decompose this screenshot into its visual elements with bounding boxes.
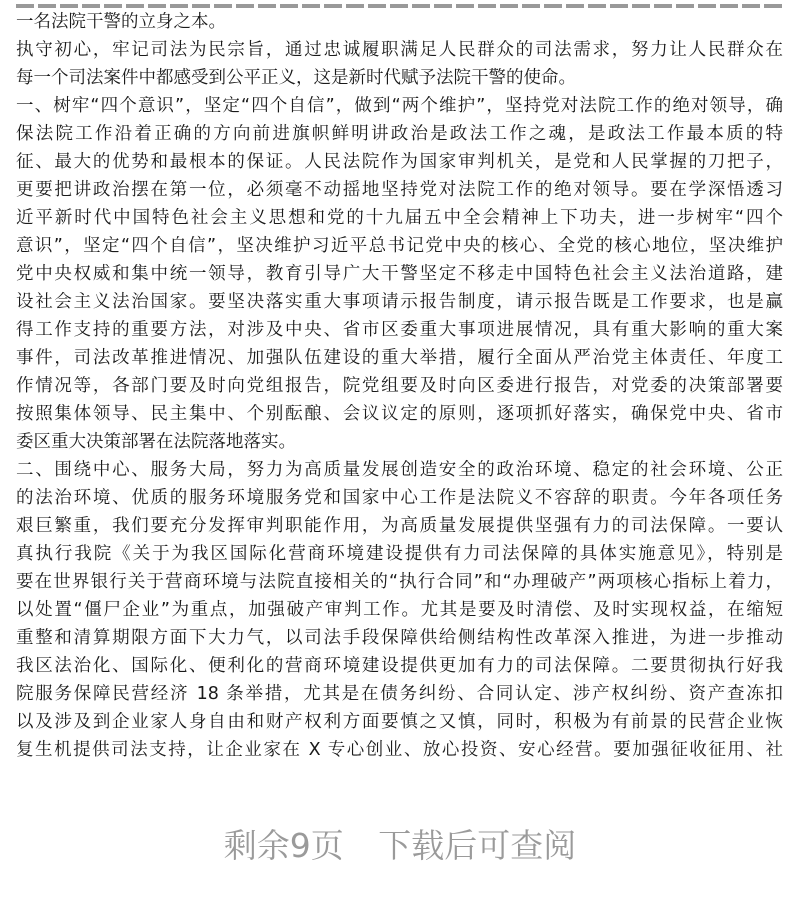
text-line: 一、树牢“四个意识”，坚定“四个自信”，做到“两个维护”，坚持党对法院工作的绝对领导，确 <box>16 96 783 116</box>
text-line: 更要把讲政治摆在第一位，必须毫不动摇地坚持党对法院工作的绝对领导。要在学深悟透习 <box>16 180 783 200</box>
document-lines <box>16 8 783 764</box>
text-line: 真执行我院《关于为我区国际化营商环境建设提供有力司法保障的具体实施意见》，特别是 <box>16 544 783 564</box>
text-line: 以及涉及到企业家人身自由和财产权利方面要慎之又慎，同时，积极为有前景的民营企业恢 <box>16 712 783 732</box>
text-line: 以处置“僵尸企业”为重点，加强破产审判工作。尤其是要及时清偿、及时实现权益，在缩短 <box>16 600 783 620</box>
text-line: 执守初心，牢记司法为民宗旨，通过忠诚履职满足人民群众的司法需求，努力让人民群众在 <box>16 40 783 60</box>
text-line: 院服务保障民营经济 18 条举措，尤其是在债务纠纷、合同认定、涉产权纠纷、资产查冻扣 <box>16 684 783 704</box>
text-line: 保法院工作沿着正确的方向前进旗帜鲜明讲政治是政法工作之魂，是政法工作最本质的特 <box>16 124 783 144</box>
remaining-pages-label: 剩余9页 <box>223 826 344 865</box>
text-line: 二、围绕中心、服务大局，努力为高质量发展创造安全的政治环境、稳定的社会环境、公正 <box>16 460 783 480</box>
text-line: 党中央权威和集中统一领导，教育引导广大干警坚定不移走中国特色社会主义法治道路，建 <box>16 264 783 284</box>
text-line: 一名法院干警的立身之本。 <box>16 12 226 32</box>
text-line: 复生机提供司法支持，让企业家在 X 专心创业、放心投资、安心经营。要加强征收征用、社 <box>16 740 783 760</box>
text-line: 得工作支持的重要方法，对涉及中央、省市区委重大事项进展情况，具有重大影响的重大案 <box>16 320 783 340</box>
text-line: 的法治环境、优质的服务环境服务党和国家中心工作是法院义不容辞的职责。今年各项任务 <box>16 488 783 508</box>
text-line: 征、最大的优势和最根本的保证。人民法院作为国家审判机关，是党和人民掌握的刀把子， <box>16 152 783 172</box>
cut-off-line <box>16 4 783 8</box>
text-line: 事件，司法改革推进情况、加强队伍建设的重大举措，履行全面从严治党主体责任、年度工 <box>16 348 783 368</box>
text-line: 近平新时代中国特色社会主义思想和党的十九届五中全会精神上下功夫，进一步树牢“四个 <box>16 208 783 228</box>
text-line: 按照集体领导、民主集中、个别酝酿、会议议定的原则，逐项抓好落实，确保党中央、省市 <box>16 404 783 424</box>
download-to-view-label[interactable]: 下载后可查阅 <box>378 826 577 865</box>
text-line: 我区法治化、国际化、便利化的营商环境建设提供更加有力的司法保障。二要贯彻执行好我 <box>16 656 783 676</box>
text-line: 每一个司法案件中都感受到公平正义，这是新时代赋予法院干警的使命。 <box>16 68 576 88</box>
text-line: 艰巨繁重，我们要充分发挥审判职能作用，为高质量发展提供坚强有力的司法保障。一要认 <box>16 516 783 536</box>
text-line: 要在世界银行关于营商环境与法院直接相关的“执行合同”和“办理破产”两项核心指标上着力， <box>16 572 783 592</box>
text-line: 作情况等，各部门要及时向党组报告，院党组要及时向区委进行报告，对党委的决策部署要 <box>16 376 783 396</box>
document-body <box>16 12 783 764</box>
download-prompt[interactable] <box>0 820 800 867</box>
text-line: 委区重大决策部署在法院落地落实。 <box>16 432 296 452</box>
text-line: 意识”，坚定“四个自信”，坚决维护习近平总书记党中央的核心、全党的核心地位，坚决维护 <box>16 236 783 256</box>
text-line: 设社会主义法治国家。要坚决落实重大事项请示报告制度，请示报告既是工作要求，也是赢 <box>16 292 783 312</box>
text-line: 重整和清算期限方面下大力气，以司法手段保障供给侧结构性改革深入推进，为进一步推动 <box>16 628 783 648</box>
